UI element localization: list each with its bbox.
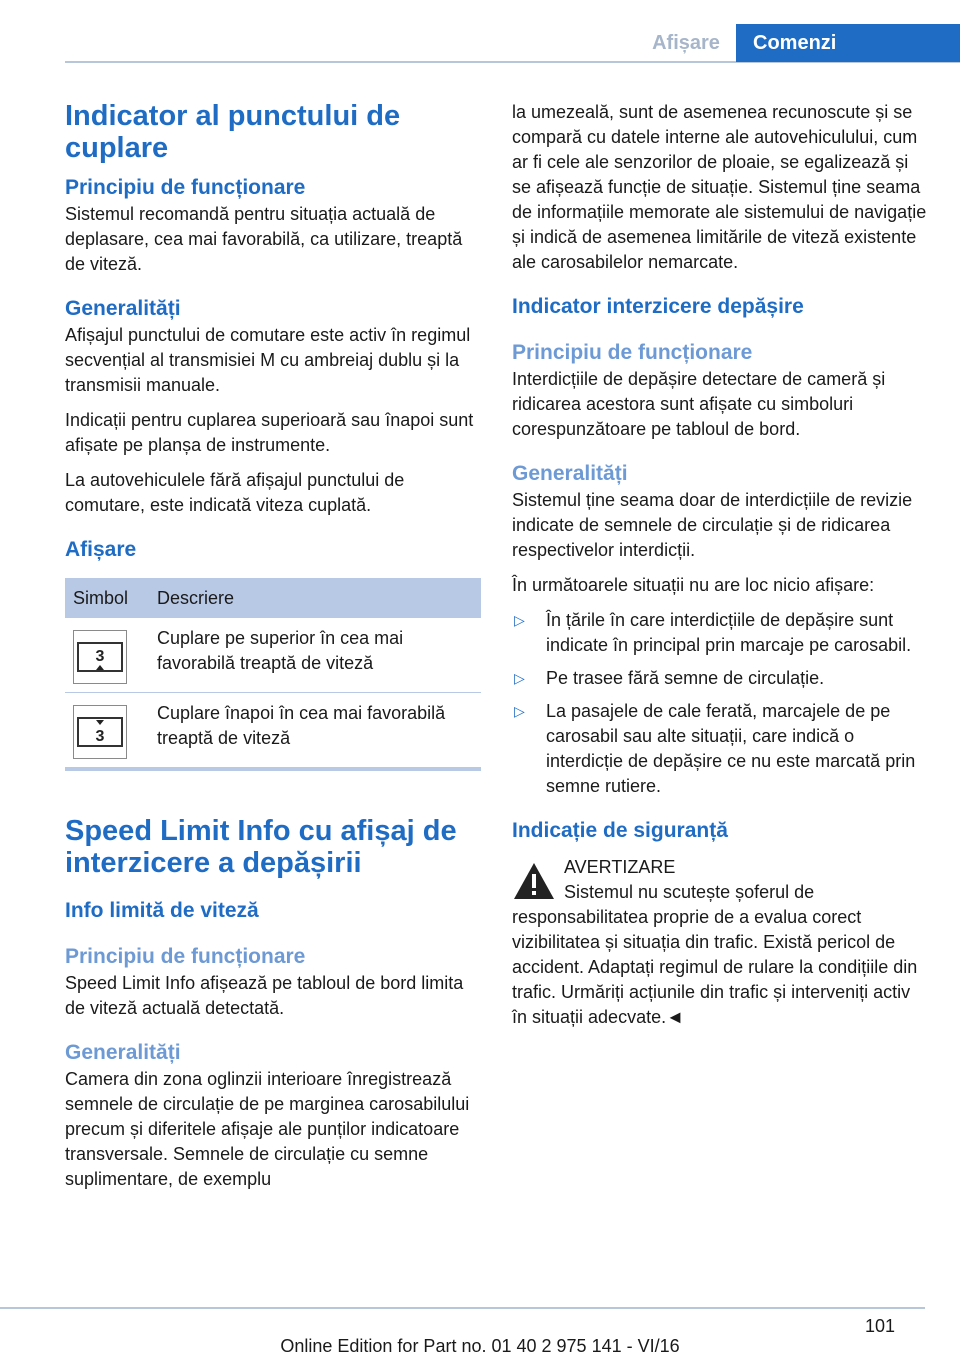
page-number: 101 [864,1316,895,1336]
svg-text:3: 3 [95,728,105,745]
heading-safety: Indicație de siguranță [512,819,728,842]
heading-general-2: Generalități [65,1041,181,1064]
heading-overtake-indicator: Indicator interzicere depășire [512,295,804,318]
paragraph-general-1: Afișajul punctului de comutare este activ în regimul secvențial al transmisiei M cu ambreiaj dublu și la transmisii manuale. [65,325,471,395]
warning-block [512,855,928,880]
table-row [65,618,481,693]
triangle-bullet-icon: ▷ [514,703,525,719]
paragraph-general-2: Indicații pentru cuplarea superioară sau înapoi sunt afișate pe planșa de instrumente. [65,410,474,455]
gear-down-3-icon [73,705,127,759]
paragraph-speed-general: Camera din zona oglinzii interioare înregistrează semnele de circulație de pe marginea carosabilului precum și diferitele afișaje ale punților indicatoare transversale. Semnele de circulație cu semne suplimentare, de exemplu [65,1069,470,1189]
warning-text: Sistemul nu scutește șoferul de responsabilitatea proprie de a evalua corect vizibilitatea și situația din trafic. Există pericol de accident. Adaptați regimul de rulare la condițiile din trafic. Urmăriți acțiunile din trafic și interveniți activ în situații adecvate.◄ [512,882,918,1027]
list-item: ▷ La pasajele de cale ferată, marcajele de pe carosabil sau alte situații, care indică o interdicție de depășire ce nu este marcată prin semne rutiere. [514,701,916,796]
list-item: ▷ Pe trasee fără semne de circulație. [512,666,928,691]
list-item: ▷ În țările în care interdicțiile de depășire sunt indicate în principal prin marcaje pe carosabil. [514,610,912,655]
paragraph-continuation: la umezeală, sunt de asemenea recunoscute și se compară cu datele interne ale autovehiculului, cum ar fi cele ale senzorilor de ploaie, se egalizează și se afișează funcție de situație. Sistemul ține seama de informațiile memorate ale sistemului de navigație și indică de asemenea limitările de viteză existente ale carosabilelor nemarcate. [512,102,927,272]
table-cell-description: Cuplare înapoi în cea mai favorabilă treaptă de viteză [149,693,481,770]
gear-up-3-icon [73,630,127,684]
edition-footer: Online Edition for Part no. 01 40 2 975 141 - VI/16 [280,1336,680,1356]
triangle-bullet-icon: ▷ [514,612,525,628]
paragraph-overtake-principle: Interdicțiile de depășire detectare de cameră și ridicarea acestora sunt afișate cu simboluri corespunzătoare pe tabloul de bord. [512,369,886,439]
no-display-list [512,608,928,799]
heading-general-3: Generalități [512,462,628,485]
warning-triangle-icon [512,861,556,906]
heading-principle: Principiu de funcționare [65,176,306,199]
section-title-speed-limit: Speed Limit Info cu afișaj de interzicere a depășirii [65,815,457,879]
tab-comenzi[interactable]: Comenzi [736,24,960,62]
heading-display: Afișare [65,538,137,561]
warning-title: AVERTIZARE [564,857,676,877]
heading-speed-info: Info limită de viteză [65,899,259,922]
heading-general: Generalități [65,297,181,320]
table-header-description: Descriere [149,578,481,618]
heading-principle-2: Principiu de funcționare [65,945,306,968]
tab-afisare[interactable]: Afișare [652,31,720,54]
table-cell-description: Cuplare pe superior în cea mai favorabilă treaptă de viteză [149,618,481,693]
paragraph-speed-principle: Speed Limit Info afișează pe tabloul de bord limita de viteză actuală detectată. [65,973,464,1018]
paragraph-overtake-general: Sistemul ține seama doar de interdicțiile de revizie indicate de semnele de circulație și de ridicarea respectivelor interdicții. [512,490,913,560]
svg-text:3: 3 [95,648,105,665]
section-title-gear-indicator: Indicator al punctului de cuplare [65,100,401,164]
right-column [512,100,928,1030]
symbol-table [65,578,481,771]
table-header-symbol: Simbol [65,578,149,618]
paragraph-principle: Sistemul recomandă pentru situația actuală de deplasare, cea mai favorabilă, ca utilizare, treaptă de viteză. [65,204,463,274]
paragraph-general-3: La autovehiculele fără afișajul punctului de comutare, este indicată viteza cuplată. [65,470,405,515]
paragraph-no-display: În următoarele situații nu are loc nicio afișare: [512,575,875,595]
triangle-bullet-icon: ▷ [514,670,525,686]
footer-rule [0,1307,925,1309]
heading-principle-3: Principiu de funcționare [512,341,753,364]
table-row [65,693,481,770]
left-column [65,100,481,1192]
